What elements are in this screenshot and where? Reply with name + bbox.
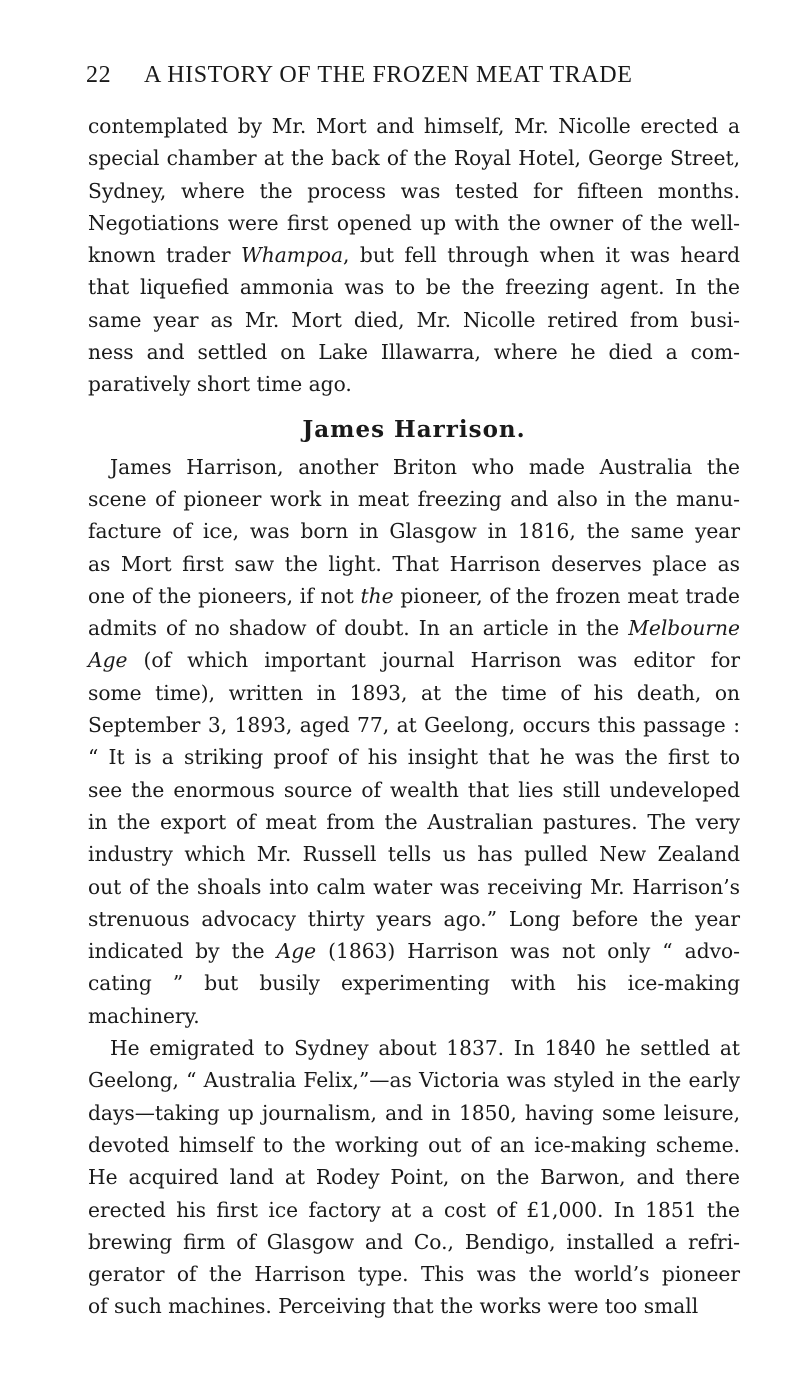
text-line: some time), written in 1893, at the time of his death, on — [88, 680, 740, 705]
text-line: admits of no shadow of doubt. In an article in the Melbourne — [88, 616, 740, 641]
text-line: Geelong, “ Australia Felix,”—as Victoria was styled in the early — [88, 1068, 740, 1093]
text-line: ness and settled on Lake Illawarra, where he died a com- — [88, 340, 740, 365]
section-heading: James Harrison. — [302, 415, 526, 443]
text-line: devoted himself to the working out of an ice-making scheme. — [88, 1132, 740, 1157]
text-line: He emigrated to Sydney about 1837. In 1840 he settled at — [110, 1036, 740, 1061]
text-line: in the export of meat from the Australian pastures. The very — [88, 809, 740, 834]
text-line: erected his first ice factory at a cost of £1,000. In 1851 the — [88, 1197, 740, 1222]
text-line: strenuous advocacy thirty years ago.” Long before the year — [88, 906, 740, 931]
text-line: September 3, 1893, aged 77, at Geelong, occurs this passage : — [88, 713, 740, 738]
text-line: one of the pioneers, if not the pioneer, of the frozen meat trade — [88, 583, 741, 608]
page-number: 22 — [86, 62, 112, 88]
text-line: days—taking up journalism, and in 1850, having some leisure, — [88, 1100, 740, 1125]
paragraph-harrison-intro — [88, 451, 740, 1032]
text-line: contemplated by Mr. Mort and himself, Mr. Nicolle erected a — [88, 114, 740, 138]
text-line: brewing firm of Glasgow and Co., Bendigo, installed a refri- — [88, 1229, 740, 1254]
text-line: of such machines. Perceiving that the works were too small — [88, 1294, 699, 1319]
text-line: Negotiations were first opened up with the owner of the well- — [88, 210, 740, 235]
text-line: as Mort first saw the light. That Harrison deserves place as — [88, 551, 740, 576]
text-line: He acquired land at Rodey Point, on the Barwon, and there — [88, 1165, 740, 1190]
text-line: facture of ice, was born in Glasgow in 1816, the same year — [88, 519, 740, 544]
paragraph-nicolle — [88, 110, 740, 401]
paragraph-harrison-emigration — [88, 1032, 740, 1323]
body-text — [88, 110, 740, 1323]
text-line: out of the shoals into calm water was receiving Mr. Harrison’s — [88, 874, 740, 899]
text-line: cating ” but busily experimenting with his ice-making — [88, 971, 740, 996]
text-line: special chamber at the back of the Royal Hotel, George Street, — [88, 146, 740, 171]
text-line: same year as Mr. Mort died, Mr. Nicolle retired from busi- — [88, 307, 740, 332]
text-line: that liquefied ammonia was to be the freezing agent. In the — [88, 275, 740, 300]
text-line: industry which Mr. Russell tells us has pulled New Zealand — [88, 842, 740, 867]
running-head — [88, 60, 740, 94]
book-page — [88, 60, 740, 1323]
text-line: machinery. — [88, 1003, 200, 1028]
running-title: A HISTORY OF THE FROZEN MEAT TRADE — [144, 62, 633, 88]
text-line: see the enormous source of wealth that lies still undeveloped — [88, 777, 740, 802]
text-line: Sydney, where the process was tested for fifteen months. — [88, 178, 740, 203]
text-line: Age (of which important journal Harrison was editor for — [88, 648, 740, 673]
text-line: gerator of the Harrison type. This was the world’s pioneer — [88, 1262, 740, 1287]
text-line: scene of pioneer work in meat freezing and also in the manu- — [88, 486, 740, 511]
text-line: “ It is a striking proof of his insight that he was the first to — [88, 745, 740, 770]
text-line: James Harrison, another Briton who made Australia the — [110, 454, 740, 479]
text-line: known trader Whampoa, but fell through when it was heard — [88, 243, 740, 268]
text-line: paratively short time ago. — [88, 372, 352, 397]
text-line: indicated by the Age (1863) Harrison was not only “ advo- — [88, 939, 740, 964]
